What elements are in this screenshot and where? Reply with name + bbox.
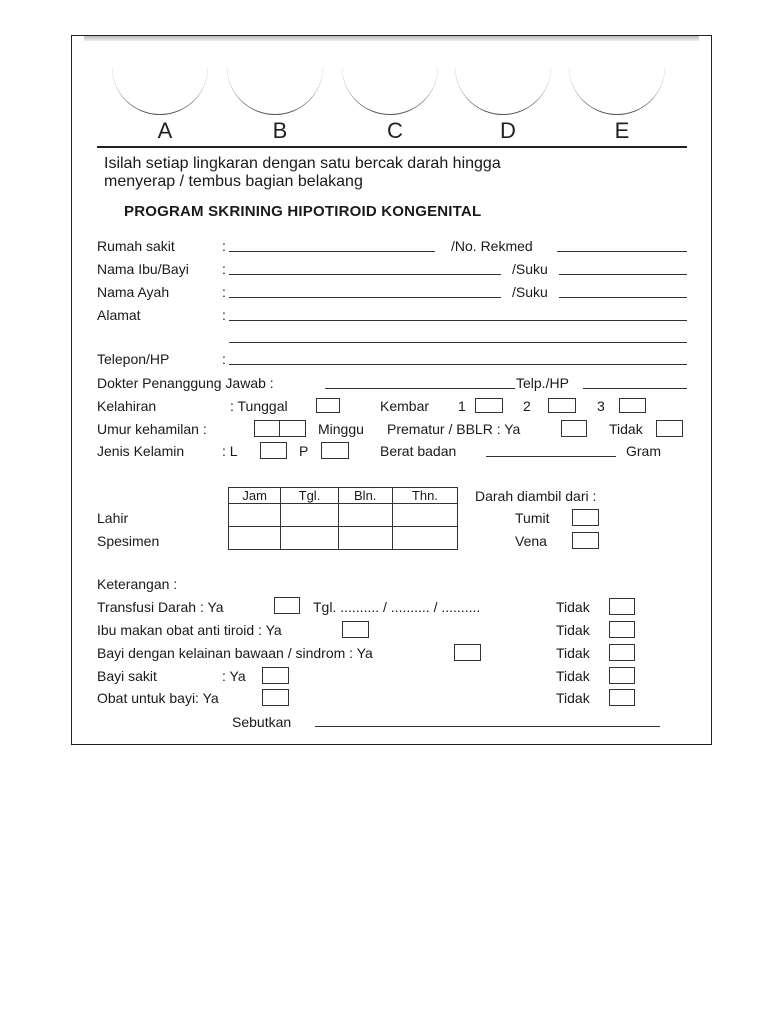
field-alamat-1[interactable] xyxy=(229,320,687,321)
label-kembar-1: 1 xyxy=(458,398,466,414)
field-sebutkan[interactable] xyxy=(315,726,660,727)
label-suku-1: /Suku xyxy=(512,261,548,277)
cell-spesimen-tgl[interactable] xyxy=(281,527,338,550)
label-p: P xyxy=(299,443,309,459)
top-edge-band xyxy=(84,36,699,41)
header-thn: Thn. xyxy=(392,488,457,504)
label-berat-badan: Berat badan xyxy=(380,443,457,459)
label-spesimen: Spesimen xyxy=(97,533,160,549)
label-suku-2: /Suku xyxy=(512,284,548,300)
label-jenis-kelamin: Jenis Kelamin xyxy=(97,443,185,459)
checkbox-tumit[interactable] xyxy=(572,509,599,526)
input-umur-digit-2[interactable] xyxy=(279,420,306,437)
label-obat-ibu: Ibu makan obat anti tiroid : Ya xyxy=(97,622,282,638)
cell-spesimen-jam[interactable] xyxy=(229,527,281,550)
instruction-line-2: menyerap / tembus bagian belakang xyxy=(104,173,363,190)
field-telepon[interactable] xyxy=(229,364,687,365)
label-bayi-sakit-tidak: Tidak xyxy=(556,668,590,684)
blood-spot-circle-b[interactable] xyxy=(227,66,323,115)
label-nama-ayah: Nama Ayah xyxy=(97,284,170,300)
checkbox-prematur-tidak[interactable] xyxy=(656,420,683,437)
label-tunggal: : Tunggal xyxy=(230,398,288,414)
checkbox-l[interactable] xyxy=(260,442,287,459)
cell-spesimen-thn[interactable] xyxy=(392,527,457,550)
label-tgl-transfusi: Tgl. .......... / .......... / .......... xyxy=(313,599,481,615)
label-nama-ibu-bayi: Nama Ibu/Bayi xyxy=(97,261,189,277)
header-tgl: Tgl. xyxy=(281,488,338,504)
cell-lahir-tgl[interactable] xyxy=(281,504,338,527)
date-time-table xyxy=(228,487,458,550)
circle-letter-a: A xyxy=(157,118,173,143)
cell-spesimen-bln[interactable] xyxy=(338,527,392,550)
checkbox-kembar-2[interactable] xyxy=(548,398,576,413)
field-nama-ibu-bayi[interactable] xyxy=(229,274,501,275)
label-umur-kehamilan: Umur kehamilan : xyxy=(97,421,207,437)
checkbox-vena[interactable] xyxy=(572,532,599,549)
label-alamat: Alamat xyxy=(97,307,141,323)
checkbox-kembar-1[interactable] xyxy=(475,398,503,413)
checkbox-transfusi-ya[interactable] xyxy=(274,597,300,614)
label-bayi-sakit-ya: : Ya xyxy=(222,668,246,684)
checkbox-kelainan-tidak[interactable] xyxy=(609,644,635,661)
label-no-rekmed: /No. Rekmed xyxy=(451,238,533,254)
field-suku-2[interactable] xyxy=(559,297,687,298)
checkbox-kelainan-ya[interactable] xyxy=(454,644,481,661)
label-telepon: Telepon/HP xyxy=(97,351,170,367)
field-no-rekmed[interactable] xyxy=(557,251,687,252)
label-sebutkan: Sebutkan xyxy=(232,714,292,730)
circle-letter-e: E xyxy=(614,118,630,143)
checkbox-obat-ibu-ya[interactable] xyxy=(342,621,369,638)
label-kelahiran: Kelahiran xyxy=(97,398,157,414)
field-dokter[interactable] xyxy=(325,388,515,389)
checkbox-tunggal[interactable] xyxy=(316,398,340,413)
checkbox-obat-bayi-tidak[interactable] xyxy=(609,689,635,706)
checkbox-kembar-3[interactable] xyxy=(619,398,646,413)
field-suku-1[interactable] xyxy=(559,274,687,275)
label-obat-ibu-tidak: Tidak xyxy=(556,622,590,638)
table-header-row xyxy=(229,488,458,504)
label-telp-hp: Telp./HP xyxy=(516,375,569,391)
label-keterangan: Keterangan : xyxy=(97,576,178,592)
label-obat-bayi-tidak: Tidak xyxy=(556,690,590,706)
divider-line xyxy=(97,146,687,148)
label-gram: Gram xyxy=(626,443,661,459)
label-darah-diambil: Darah diambil dari : xyxy=(475,488,597,504)
field-telp-hp[interactable] xyxy=(583,388,687,389)
label-tumit: Tumit xyxy=(515,510,550,526)
label-kelainan: Bayi dengan kelainan bawaan / sindrom : Ya xyxy=(97,645,373,661)
circle-letter-d: D xyxy=(500,118,516,143)
cell-lahir-bln[interactable] xyxy=(338,504,392,527)
label-kembar: Kembar xyxy=(380,398,430,414)
field-alamat-2[interactable] xyxy=(229,342,687,343)
checkbox-bayi-sakit-tidak[interactable] xyxy=(609,667,635,684)
checkbox-bayi-sakit-ya[interactable] xyxy=(262,667,289,684)
colon: : xyxy=(222,351,226,367)
instruction-line-1: Isilah setiap lingkaran dengan satu bercak darah hingga xyxy=(104,155,501,172)
colon: : xyxy=(222,307,226,323)
blood-spot-circle-c[interactable] xyxy=(342,66,438,115)
circle-letter-b: B xyxy=(272,118,288,143)
input-umur-digit-1[interactable] xyxy=(254,420,280,437)
checkbox-obat-ibu-tidak[interactable] xyxy=(609,621,635,638)
label-transfusi-tidak: Tidak xyxy=(556,599,590,615)
label-kembar-2: 2 xyxy=(523,398,531,414)
checkbox-p[interactable] xyxy=(321,442,349,459)
screening-form-card xyxy=(71,35,712,745)
cell-lahir-jam[interactable] xyxy=(229,504,281,527)
blood-spot-circle-e[interactable] xyxy=(569,66,665,115)
blood-spot-circle-a[interactable] xyxy=(112,66,208,115)
checkbox-prematur-ya[interactable] xyxy=(561,420,587,437)
label-kembar-3: 3 xyxy=(597,398,605,414)
field-rumah-sakit[interactable] xyxy=(229,251,435,252)
checkbox-obat-bayi-ya[interactable] xyxy=(262,689,289,706)
table-row-spesimen xyxy=(229,527,458,550)
label-prematur-tidak: Tidak xyxy=(609,421,643,437)
label-rumah-sakit: Rumah sakit xyxy=(97,238,175,254)
field-berat-badan[interactable] xyxy=(486,456,616,457)
label-kelainan-tidak: Tidak xyxy=(556,645,590,661)
header-bln: Bln. xyxy=(338,488,392,504)
colon: : xyxy=(222,261,226,277)
colon: : xyxy=(222,284,226,300)
blood-spot-circle-d[interactable] xyxy=(455,66,551,115)
label-bayi-sakit: Bayi sakit xyxy=(97,668,157,684)
label-transfusi: Transfusi Darah : Ya xyxy=(97,599,224,615)
header-jam: Jam xyxy=(229,488,281,504)
cell-lahir-thn[interactable] xyxy=(392,504,457,527)
form-title: PROGRAM SKRINING HIPOTIROID KONGENITAL xyxy=(124,203,482,220)
label-vena: Vena xyxy=(515,533,547,549)
checkbox-transfusi-tidak[interactable] xyxy=(609,598,635,615)
label-prematur: Prematur / BBLR : Ya xyxy=(387,421,521,437)
label-minggu: Minggu xyxy=(318,421,364,437)
colon: : xyxy=(222,238,226,254)
label-obat-bayi: Obat untuk bayi: Ya xyxy=(97,690,219,706)
label-dokter: Dokter Penanggung Jawab : xyxy=(97,375,274,391)
circle-letter-c: C xyxy=(387,118,403,143)
label-lahir: Lahir xyxy=(97,510,129,526)
table-row-lahir xyxy=(229,504,458,527)
field-nama-ayah[interactable] xyxy=(229,297,501,298)
label-l: : L xyxy=(222,443,238,459)
